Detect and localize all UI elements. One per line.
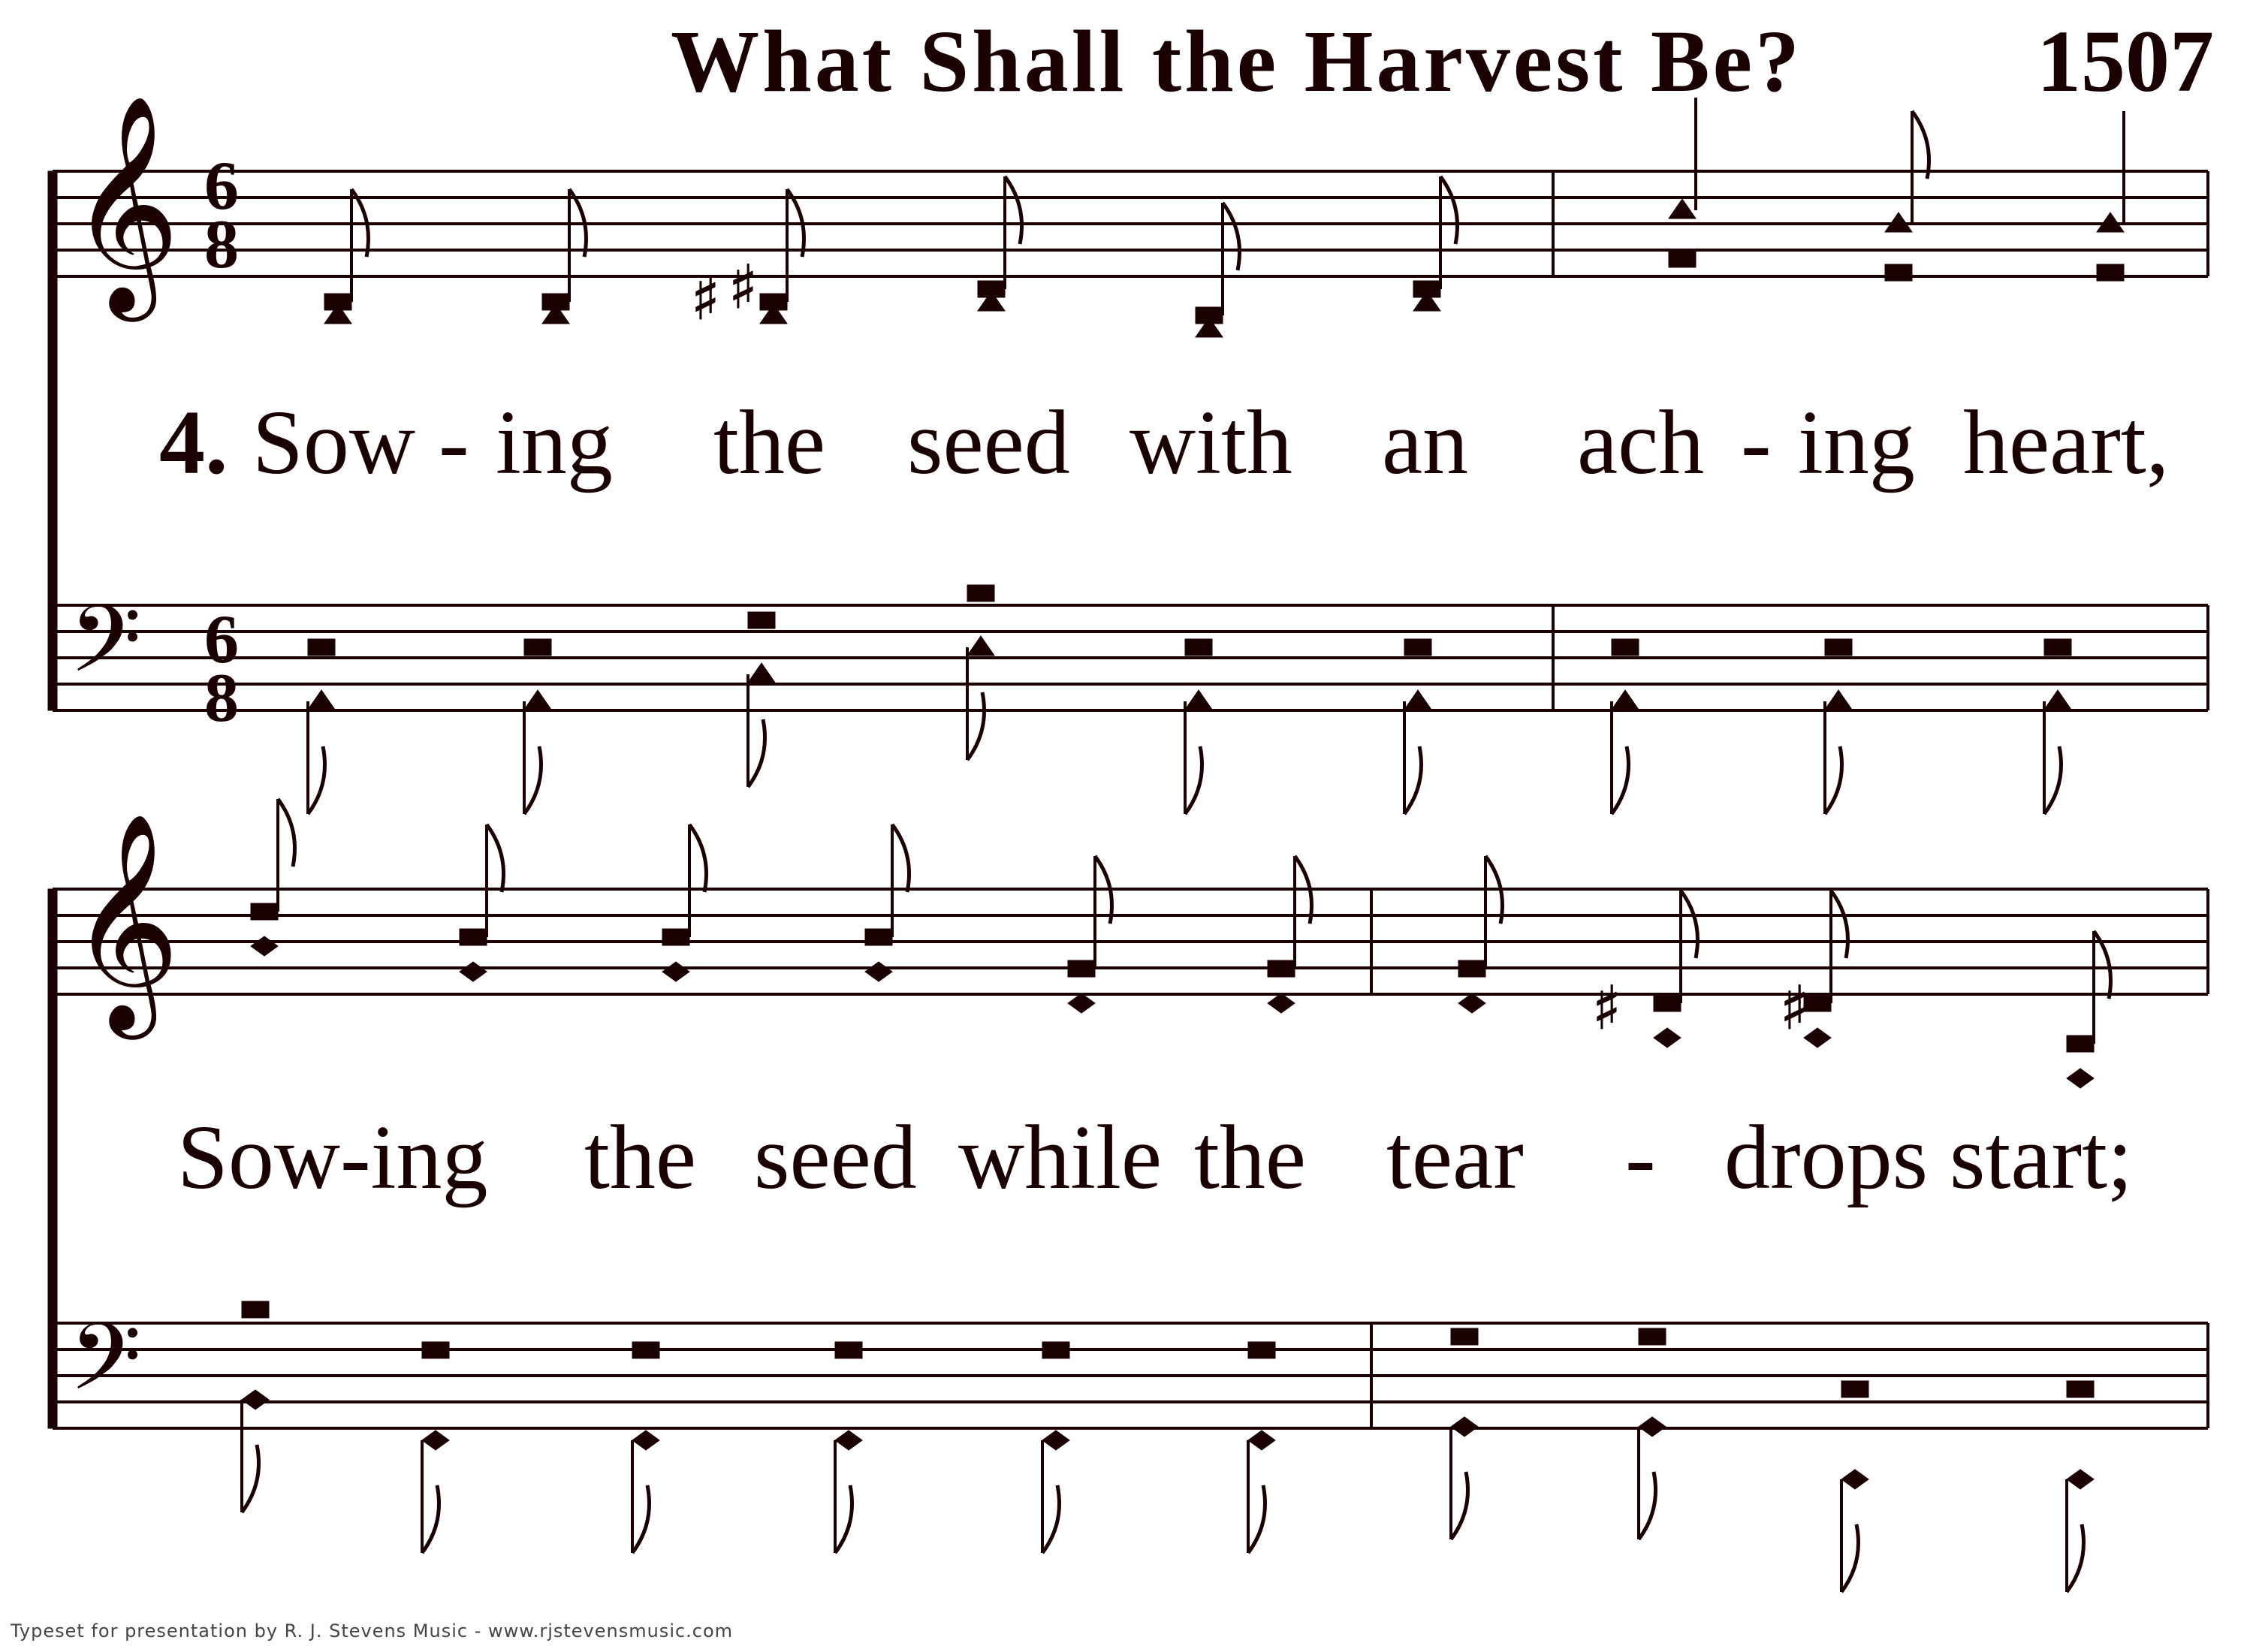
note-flag — [1005, 176, 1022, 244]
bass-note — [835, 1342, 862, 1358]
note-flag — [487, 824, 504, 892]
alto-note — [1669, 251, 1696, 267]
alto-note — [2097, 264, 2124, 281]
bass-note — [1248, 1342, 1275, 1358]
bass-note — [1612, 639, 1639, 656]
bass-note — [1042, 1342, 1069, 1358]
lyric-syllable: drops — [1724, 1107, 1929, 1208]
treble-clef-icon: 𝄞 — [69, 93, 180, 312]
bass-note — [308, 639, 335, 656]
note-flag — [632, 1485, 650, 1553]
bass-lower-note — [242, 1390, 269, 1409]
treble-note — [1068, 960, 1095, 977]
alto-note — [1268, 993, 1295, 1013]
time-signature-bass: 6 8 — [204, 601, 239, 736]
note-flag — [1451, 1472, 1468, 1539]
lyric-hyphen: - — [439, 392, 469, 493]
note-flag — [242, 1445, 259, 1512]
lyric-syllable: the — [1194, 1107, 1307, 1208]
bass-lower-note — [1451, 1417, 1478, 1436]
bass-note — [1825, 639, 1852, 656]
note-flag — [835, 1485, 852, 1553]
note-flag — [1042, 1485, 1060, 1553]
lyric-syllable: ing — [496, 392, 613, 493]
lyric-syllable: the — [713, 392, 826, 493]
bass-note — [1185, 639, 1212, 656]
note-flag — [967, 692, 985, 760]
note-flag — [748, 719, 765, 787]
treble-note — [1669, 199, 1696, 219]
bass-note — [1404, 639, 1431, 656]
treble-clef-icon: 𝄞 — [69, 811, 180, 1029]
treble-note — [251, 903, 278, 920]
treble-note — [1268, 960, 1295, 977]
note-flag — [2044, 746, 2061, 814]
sharp-icon: ♯ — [1592, 973, 1621, 1043]
bass-lower-note — [308, 690, 335, 710]
bass-lower-note — [1825, 690, 1852, 710]
bass-note — [422, 1342, 449, 1358]
note-flag — [1612, 746, 1629, 814]
bass-lower-note — [632, 1430, 659, 1450]
bass-lower-note — [1185, 690, 1212, 710]
bass-lower-note — [835, 1430, 862, 1450]
note-flag — [278, 799, 295, 867]
bass-note — [632, 1342, 659, 1358]
note-flag — [1248, 1485, 1265, 1553]
note-flag — [308, 746, 325, 814]
note-flag — [1223, 203, 1240, 270]
lyric-syllable: the — [584, 1107, 697, 1208]
system-bracket — [48, 171, 57, 710]
hymn-number: 1507 — [2037, 12, 2214, 110]
sharp-icon: ♯ — [1780, 973, 1809, 1043]
bass-lower-note — [748, 663, 775, 683]
bass-lower-note — [1841, 1470, 1868, 1489]
lyric-hyphen: - — [1625, 1107, 1656, 1208]
lyric-syllable: while — [958, 1107, 1163, 1208]
bass-lower-note — [967, 636, 994, 656]
bass-note — [2044, 639, 2071, 656]
treble-note — [1654, 995, 1681, 1011]
treble-note — [2067, 1036, 2094, 1052]
note-flag — [1404, 746, 1422, 814]
bass-clef-icon: 𝄢 — [69, 586, 142, 716]
alto-note — [865, 962, 892, 981]
bass-note — [2067, 1381, 2094, 1397]
note-flag — [1440, 176, 1458, 244]
lyric-syllable: heart, — [1963, 392, 2170, 493]
lyric-syllable: seed — [907, 392, 1070, 493]
alto-note — [1885, 264, 1912, 281]
note-flag — [524, 746, 541, 814]
bass-clef-icon: 𝄢 — [69, 1304, 142, 1434]
note-flag — [1185, 746, 1202, 814]
bass-lower-note — [1639, 1417, 1666, 1436]
note-flag — [2067, 1524, 2084, 1592]
treble-note — [662, 929, 689, 945]
note-flag — [422, 1485, 439, 1553]
bass-note — [748, 612, 775, 629]
note-flag — [1831, 891, 1848, 958]
alto-note — [1068, 993, 1095, 1013]
note-flag — [1681, 891, 1698, 958]
lyric-syllable: with — [1130, 392, 1292, 493]
bass-note — [1841, 1381, 1868, 1397]
bass-note — [242, 1301, 269, 1318]
verse-number: 4. — [159, 392, 228, 493]
note-flag — [1825, 746, 1842, 814]
alto-note — [460, 962, 487, 981]
note-flag — [689, 824, 707, 892]
lyric-syllable: ing — [1798, 392, 1915, 493]
alto-note — [662, 962, 689, 981]
bass-lower-note — [2044, 690, 2071, 710]
sharp-icon: ♯ — [728, 252, 758, 322]
treble-note — [865, 929, 892, 945]
bass-lower-note — [2067, 1470, 2094, 1489]
note-flag — [1841, 1524, 1859, 1592]
lyric-syllable: start; — [1950, 1107, 2133, 1208]
sharp-icon: ♯ — [691, 264, 720, 333]
footer-credit: Typeset for presentation by R. J. Stevens Music - www.rjstevensmusic.com — [11, 1620, 734, 1641]
bass-note — [1639, 1328, 1666, 1345]
alto-note — [1654, 1028, 1681, 1048]
lyric-hyphen: - — [1741, 392, 1772, 493]
bass-note — [967, 585, 994, 601]
bass-lower-note — [422, 1430, 449, 1450]
lyric-syllable: an — [1382, 392, 1469, 493]
lyric-syllable: Sow-ing — [177, 1107, 488, 1208]
alto-note — [1458, 993, 1485, 1013]
note-flag — [892, 824, 909, 892]
note-flag — [1639, 1472, 1656, 1539]
treble-note — [460, 929, 487, 945]
time-signature-treble: 6 8 — [204, 147, 239, 282]
bass-lower-note — [1248, 1430, 1275, 1450]
bass-lower-note — [1612, 690, 1639, 710]
lyric-syllable: tear — [1386, 1107, 1524, 1208]
bass-note — [1451, 1328, 1478, 1345]
note-flag — [1912, 111, 1929, 179]
bass-lower-note — [1404, 690, 1431, 710]
treble-note — [1458, 960, 1485, 977]
bass-note — [524, 639, 551, 656]
lyric-syllable: ach — [1577, 392, 1705, 493]
alto-note — [2067, 1069, 2094, 1088]
system-bracket — [48, 889, 57, 1428]
lyric-syllable: seed — [754, 1107, 917, 1208]
alto-note — [251, 936, 278, 956]
lyric-syllable: Sow — [252, 392, 415, 493]
bass-lower-note — [524, 690, 551, 710]
bass-lower-note — [1042, 1430, 1069, 1450]
hymn-title: What Shall the Harvest Be? — [671, 12, 1802, 110]
